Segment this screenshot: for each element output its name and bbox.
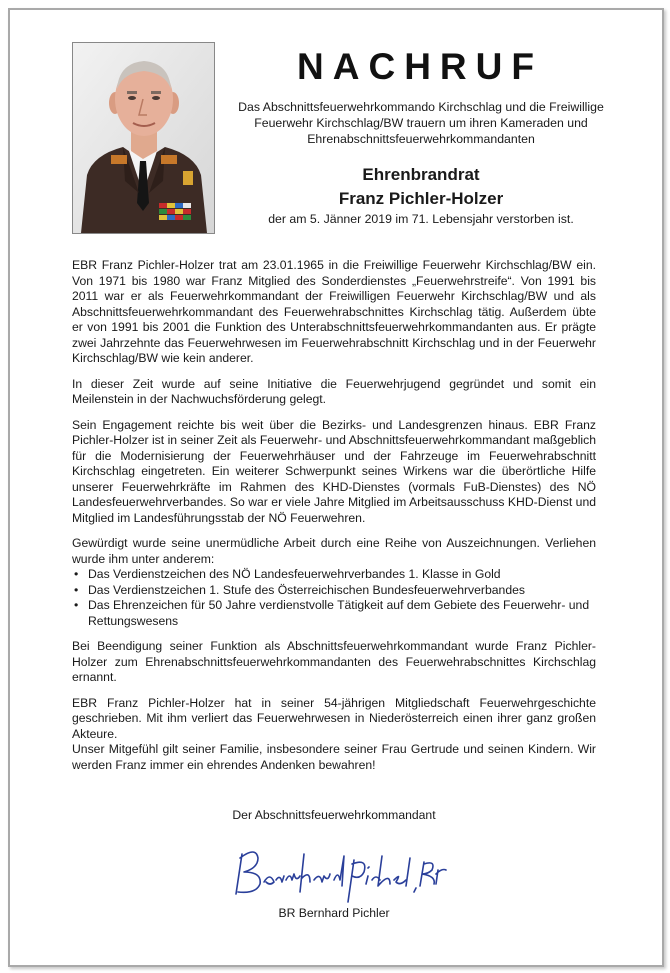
bullet-icon: • bbox=[74, 598, 79, 612]
list-item: • Das Verdienstzeichen 1. Stufe des Österreichischen Bundesfeuerwehrverbandes bbox=[74, 582, 525, 597]
portrait-illustration bbox=[73, 43, 214, 233]
deceased-name bbox=[232, 163, 610, 211]
list-item: • Das Ehrenzeichen für 50 Jahre verdienstvolle Tätigkeit auf dem Gebiete des Feuerwehr- und Rettungswesens bbox=[74, 598, 590, 628]
deceased-fullname: Franz Pichler-Holzer bbox=[338, 189, 504, 208]
paragraph-condolence: Unser Mitgefühl gilt seiner Familie, insbesondere seiner Frau Gertrude und seinen Kindern. Wir werden Franz immer ein ehrendes Andenken bewahren! bbox=[72, 742, 596, 772]
handwritten-signature bbox=[230, 836, 450, 906]
signer-name: BR Bernhard Pichler bbox=[278, 906, 390, 920]
closing-role: Der Abschnittsfeuerwehrkommandant bbox=[232, 808, 436, 822]
portrait-photo bbox=[72, 42, 215, 234]
deceased-rank: Ehrenbrandrat bbox=[362, 165, 480, 184]
paragraph-youth: In dieser Zeit wurde auf seine Initiative die Feuerwehrjugend gegründet und somit ein Meilenstein in der Nachwuchsförderung gelegt. bbox=[72, 376, 596, 406]
list-item: • Das Verdienstzeichen des NÖ Landesfeuerwehrverbandes 1. Klasse in Gold bbox=[74, 567, 501, 581]
paragraph-career: EBR Franz Pichler-Holzer trat am 23.01.1965 in die Freiwillige Feuerwehr Kirchschlag/BW ein. Von 1971 bis 1980 war Franz Mitglied des Sonderdienstes „Feuerwehrstreife“. Von 1991 bis 2011 war er als Feuerwehrkommandant der Freiwilligen Feuerwehr Kirchschlag/BW und als Abschnittsfeuerwehrkommandant des Feuerwehrabschnittes Kirchschlag tätig. Außerdem übte er von 1991 bis 2001 die Funktion des Unterabschnittsfeuerwehrkommandanten aus. Er prägte zwei Jahrzehnte das Feuerwehrwesen im Feuerwehrabschnitt Kirchschlag und in der Feuerwehr Kirchschlag/BW wie kein anderer. bbox=[72, 258, 596, 365]
obituary-body bbox=[72, 258, 596, 783]
paragraph-engagement: Sein Engagement reichte bis weit über die Bezirks- und Landesgrenzen hinaus. EBR Franz Pichler-Holzer ist in seiner Zeit als Feuerwehr- und Abschnittsfeuerwehrkommandant maßgeblich für die Modernisierung der Feuerwehrhäuser und der Fahrzeuge im Feuerwehrabschnitt Kirchschlag eingetreten. Ein weiterer Schwerpunkt seines Wirkens war die überörtliche Hilfe unserer Feuerwehrkräfte im Rahmen des KHD-Dienstes (vormals FuB-Dienstes) des NÖ Landesfeuerwehrverbandes. So war er viele Jahre Mitglied im Arbeitsausschuss KHD-Dienst und Mitglied im Landesführungsstab der NÖ Feuerwehren. bbox=[72, 417, 596, 525]
awards-list bbox=[72, 567, 596, 629]
paragraph-awards-intro: Gewürdigt wurde seine unermüdliche Arbeit durch eine Reihe von Auszeichnungen. Verliehen wurde ihm unter anderem: bbox=[72, 536, 596, 566]
intro-text: Das Abschnittsfeuerwehrkommando Kirchschlag und die Freiwillige Feuerwehr Kirchschlag/BW trauern um ihren Kameraden und Ehrenabschnittsfeuerwehrkommandanten bbox=[238, 100, 604, 146]
bullet-icon: • bbox=[74, 567, 79, 581]
paragraph-legacy: EBR Franz Pichler-Holzer hat in seiner 54-jährigen Mitgliedschaft Feuerwehrgeschichte geschrieben. Mit ihm verliert das Feuerwehrwesen in Niederösterreich einen ihrer ganz großen Akteure. bbox=[72, 695, 596, 741]
paragraph-retirement: Bei Beendigung seiner Funktion als Abschnittsfeuerwehrkommandant wurde Franz Pichler-Holzer zum Ehrenabschnittsfeuerwehrkommandanten des Feuerwehrabschnittes Kirchschlag ernannt. bbox=[72, 639, 596, 684]
page-title: NACHRUF bbox=[297, 46, 543, 87]
bullet-icon: • bbox=[74, 582, 79, 597]
death-note: der am 5. Jänner 2019 im 71. Lebensjahr verstorben ist. bbox=[268, 212, 574, 226]
